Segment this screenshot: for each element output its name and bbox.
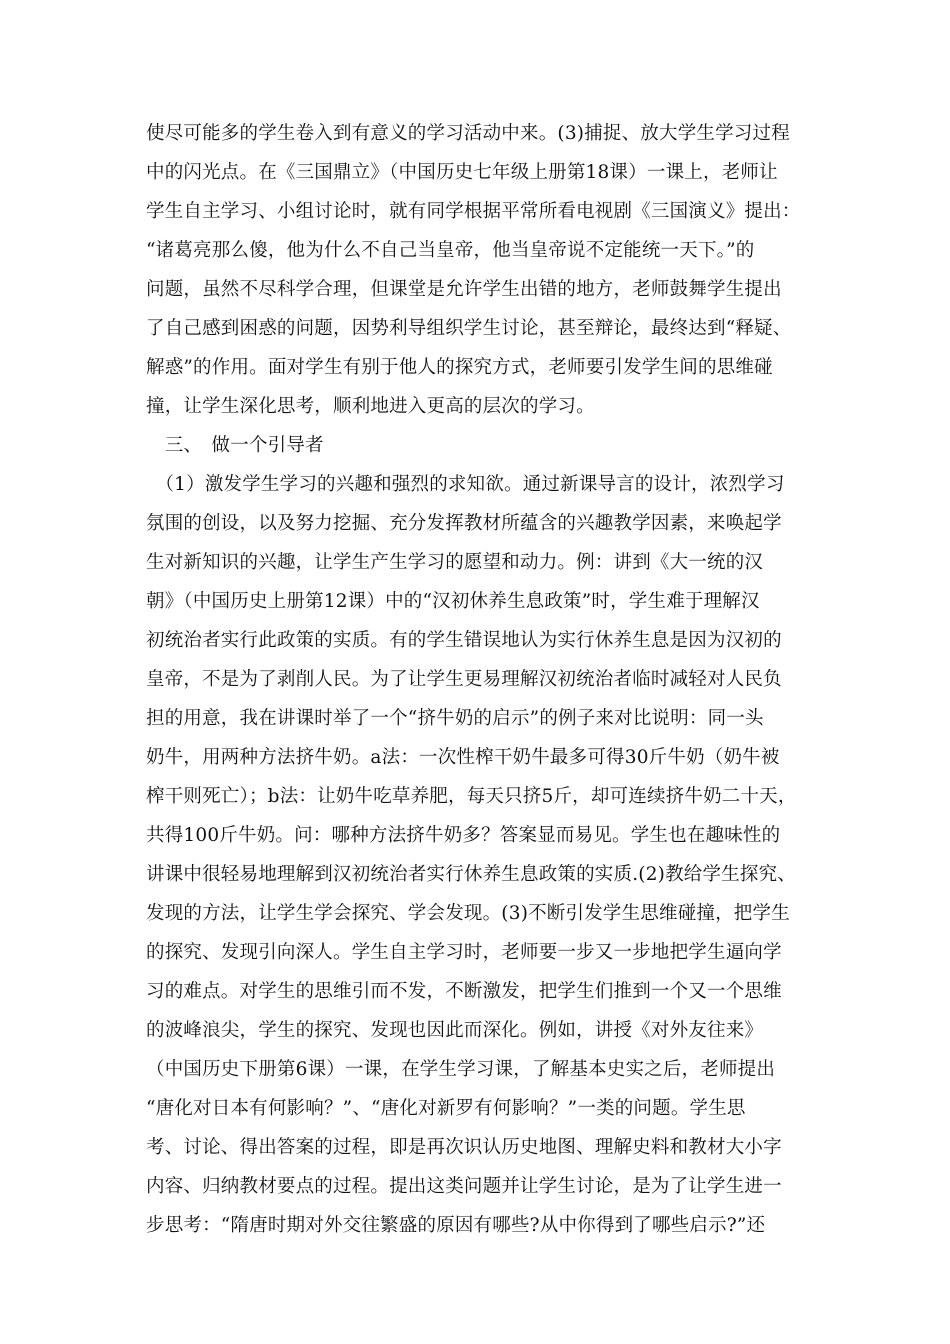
text-line: 中的闪光点。在《三国鼎立》（中国历史七年级上册第18课）一课上，老师让: [146, 162, 778, 183]
text-line: 讲课中很轻易地理解到汉初统治者实行休养生息政策的实质.(2)教给学生探究、: [146, 864, 796, 885]
text-line: 的探究、发现引向深人。学生自主学习时，老师要一步又一步地把学生逼向学: [146, 942, 782, 963]
text-line: 解惑”的作用。面对学生有别于他人的探究方式，老师要引发学生间的思维碰: [146, 357, 773, 378]
text-line: 的波峰浪尖，学生的探究、发现也因此而深化。例如，讲授《对外友往来》: [146, 1020, 764, 1041]
text-line: 习的难点。对学生的思维引而不发，不断激发，把学生们推到一个又一个思维: [146, 981, 782, 1002]
text-line: 步思考：“隋唐时期对外交往繁盛的原因有哪些?从中你得到了哪些启示?”还: [146, 1215, 766, 1236]
text-line: 撞，让学生深化思考，顺利地进入更高的层次的学习。: [146, 396, 595, 417]
text-line: 生对新知识的兴趣，让学生产生学习的愿望和动力。例：讲到《大一统的汉: [146, 552, 764, 573]
text-line: 氛围的创设，以及努力挖掘、充分发挥教材所蕴含的兴趣教学因素，来唤起学: [146, 513, 782, 534]
text-line: 了自己感到困惑的问题，因势利导组织学生讨论，甚至辩论，最终达到“释疑、: [146, 318, 792, 339]
text-line: 皇帝，不是为了剥削人民。为了让学生更易理解汉初统治者临时减轻对人民负: [146, 669, 782, 690]
text-line: （1）激发学生学习的兴趣和强烈的求知欲。通过新课导言的设计，浓烈学习: [146, 474, 785, 495]
text-line: 榨干则死亡）；b法：让奶牛吃草养肥，每天只挤5斤，却可连续挤牛奶二十天，: [146, 786, 797, 807]
text-line: 考、讨论、得出答案的过程，即是再次识认历史地图、理解史料和教材大小字: [146, 1137, 782, 1158]
text-line: 朝》（中国历史上册第12课）中的“汉初休养生息政策”时，学生难于理解汉: [146, 591, 760, 612]
text-line: 学生自主学习、小组讨论时，就有同学根据平常所看电视剧《三国演义》提出：: [146, 201, 801, 222]
text-line: “诸葛亮那么傻，他为什么不自己当皇帝，他当皇帝说不定能统一天下。”的: [146, 240, 755, 261]
text-line: 初统治者实行此政策的实质。有的学生错误地认为实行休养生息是因为汉初的: [146, 630, 782, 651]
text-line: 奶牛，用两种方法挤牛奶。a法：一次性榨干奶牛最多可得30斤牛奶（奶牛被: [146, 747, 780, 768]
section-heading: 三、 做一个引导者: [146, 435, 324, 456]
text-line: 担的用意，我在讲课时举了一个“挤牛奶的启示”的例子来对比说明：同一头: [146, 708, 764, 729]
text-line: 问题，虽然不尽科学合理，但课堂是允许学生出错的地方，老师鼓舞学生提出: [146, 279, 782, 300]
text-line: “唐化对日本有何影响？”、“唐化对新罗有何影响？”一类的问题。学生思: [146, 1098, 746, 1119]
text-line: 使尽可能多的学生卷入到有意义的学习活动中来。(3)捕捉、放大学生学习过程: [146, 123, 790, 144]
text-line: （中国历史下册第6课）一课，在学生学习课，了解基本史实之后，老师提出: [146, 1059, 776, 1080]
text-line: 发现的方法，让学生学会探究、学会发现。(3)不断引发学生思维碰撞，把学生: [146, 903, 790, 924]
text-line: 共得100斤牛奶。问：哪种方法挤牛奶多？答案显而易见。学生也在趣味性的: [146, 825, 781, 846]
text-line: 内容、归纳教材要点的过程。提出这类问题并让学生讨论，是为了让学生进一: [146, 1176, 782, 1197]
